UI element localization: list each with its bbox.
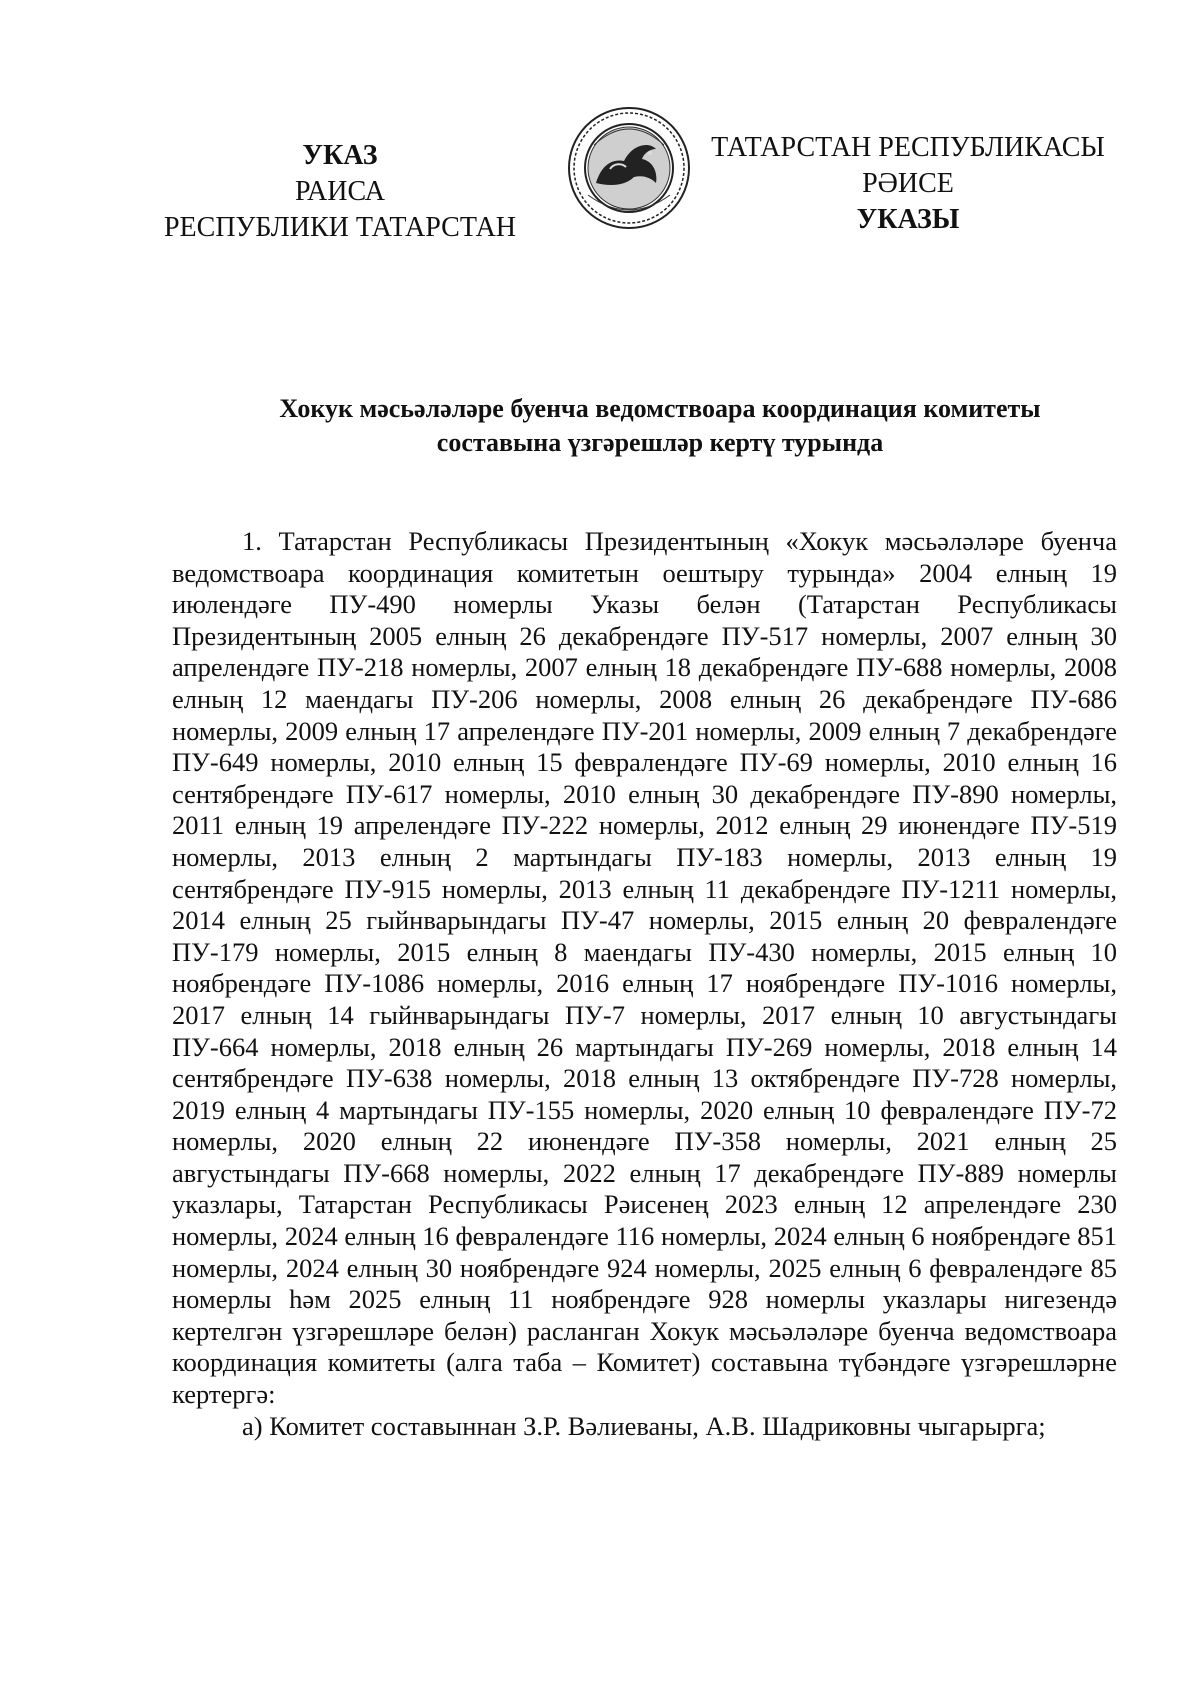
header-left-block bbox=[140, 138, 540, 246]
header-right-line1: ТАТАРСТАН РЕСПУБЛИКАСЫ bbox=[711, 132, 1105, 163]
paragraph-2: а) Комитет составыннан З.Р. Вәлиеваны, А.В. Шадриковны чыгарырга; bbox=[242, 1410, 1046, 1441]
header-right-line2: РӘИСЕ bbox=[862, 168, 954, 199]
header-right-line3: УКАЗЫ bbox=[856, 204, 960, 235]
header-left-line1: УКАЗ bbox=[302, 140, 378, 171]
document-title bbox=[200, 392, 1120, 460]
paragraph-1: 1. Татарстан Республикасы Президентының «Хокук мәсьәләләре буенча ведомствоара координация комитетын оештыру турында» 2004 елның 19 июлендәге ПУ-490 номерлы Указы белән (Татарстан Республикасы Президентының 2005 елның 26 декабрендәге ПУ-517 номерлы, 2007 елның 30 апрелендәге ПУ-218 номерлы, 2007 елның 18 декабрендәге ПУ-688 номерлы, 2008 елның 12 маендагы ПУ-206 номерлы, 2008 елның 26 декабрендәге ПУ-686 номерлы, 2009 елның 17 апрелендәге ПУ-201 номерлы, 2009 елның 7 декабрендәге ПУ-649 номерлы, 2010 елның 15 февралендәге ПУ-69 номерлы, 2010 елның 16 сентябрендәге ПУ-617 номерлы, 2010 елның 30 декабрендәге ПУ-890 номерлы, 2011 елның 19 апрелендәге ПУ-222 номерлы, 2012 елның 29 июнендәге ПУ-519 номерлы, 2013 елның 2 мартындагы ПУ-183 номерлы, 2013 елның 19 сентябрендәге ПУ-915 номерлы, 2013 елның 11 декабрендәге ПУ-1211 номерлы, 2014 елның 25 гыйнварындагы ПУ-47 номерлы, 2015 елның 20 февралендәге ПУ-179 номерлы, 2015 елның 8 маендагы ПУ-430 номерлы, 2015 елның 10 ноябрендәге ПУ-1086 номерлы, 2016 елның 17 ноябрендәге ПУ-1016 номерлы, 2017 елның 14 гыйнварындагы ПУ-7 номерлы, 2017 елның 10 августындагы ПУ-664 номерлы, 2018 елның 26 мартындагы ПУ-269 номерлы, 2018 елның 14 сентябрендәге ПУ-638 номерлы, 2018 елның 13 октябрендәге ПУ-728 номерлы, 2019 елның 4 мартындагы ПУ-155 номерлы, 2020 елның 10 февралендәге ПУ-72 номерлы, 2020 елның 22 июнендәге ПУ-358 номерлы, 2021 елның 25 августындагы ПУ-668 номерлы, 2022 елның 17 декабрендәге ПУ-889 номерлы указлары, Татарстан Республикасы Рәисенең 2023 елның 12 апрелендәге 230 номерлы, 2024 елның 16 февралендәге 116 номерлы, 2024 елның 6 ноябрендәге 851 номерлы, 2024 елның 30 ноябрендәге 924 номерлы, 2025 елның 6 февралендәге 85 номерлы һәм 2025 елның 11 ноябрендәге 928 номерлы указлары нигезендә кертелгән үзгәрешләре белән) расланган Хокук мәсьәләләре буенча ведомствоара координация комитеты (алга таба – Комитет) составына түбәндәге үзгәрешләрне кертергә: bbox=[172, 526, 1117, 1410]
header-right-block bbox=[698, 130, 1118, 238]
title-line2: составына үзгәрешләр кертү турында bbox=[436, 428, 884, 457]
title-line1: Хокук мәсьәләләре буенча ведомствоара координация комитеты bbox=[279, 394, 1041, 423]
header-left-line3: РЕСПУБЛИКИ ТАТАРСТАН bbox=[163, 212, 517, 243]
header-left-line2: РАИСА bbox=[295, 176, 385, 207]
document-body bbox=[172, 526, 1117, 1442]
tatarstan-emblem-icon bbox=[566, 105, 692, 231]
